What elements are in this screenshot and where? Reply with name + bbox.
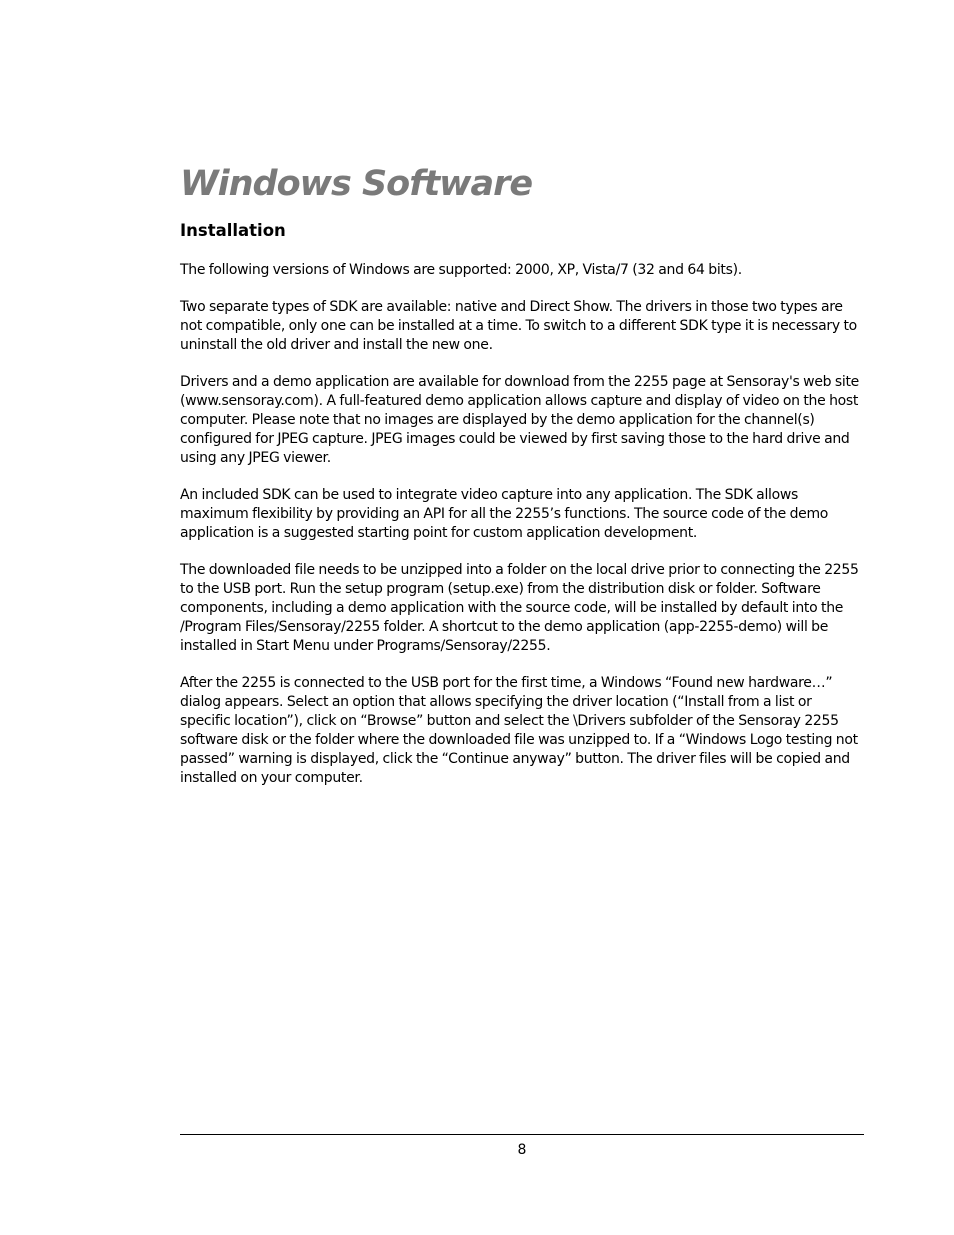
page-number: 8 — [517, 1142, 527, 1158]
paragraph-sdk-types: Two separate types of SDK are available: native and Direct Show. The drivers in those two types are not compatible, only one can be installed at a time. To switch to a different SDK type it is necessary to uninstall the old driver and install the new one. — [180, 299, 857, 353]
paragraph-sdk-usage: An included SDK can be used to integrate video capture into any application. The SDK allows maximum flexibility by providing an API for all the 2255’s functions. The source code of the demo application is a suggested starting point for custom application development. — [180, 487, 829, 541]
section-heading-installation: Installation — [180, 221, 286, 240]
paragraph-supported-versions: The following versions of Windows are supported: 2000, XP, Vista/7 (32 and 64 bits). — [180, 262, 742, 278]
page-title: Windows Software — [180, 164, 533, 204]
paragraph-drivers-demo: Drivers and a demo application are available for download from the 2255 page at Sensoray's web site (www.sensoray.com). A full-featured demo application allows capture and display of video on the host computer. Please note that no images are displayed by the demo application for the channel(s) configured for JPEG capture. JPEG images could be viewed by first saving those to the hard drive and using any JPEG viewer. — [180, 374, 859, 466]
footer-divider — [180, 1134, 864, 1135]
paragraph-setup-install: The downloaded file needs to be unzipped into a folder on the local drive prior to connecting the 2255 to the USB port. Run the setup program (setup.exe) from the distribution disk or folder. Software components, including a demo application with the source code, will be installed by default into the /Program Files/Sensoray/2255 folder. A shortcut to the demo application (app-2255-demo) will be installed in Start Menu under Programs/Sensoray/2255. — [180, 562, 859, 654]
body-text — [180, 261, 864, 806]
paragraph-hardware-dialog: After the 2255 is connected to the USB port for the first time, a Windows “Found new hardware…” dialog appears. Select an option that allows specifying the driver location (“Install from a list or specific location”), click on “Browse” button and select the \Drivers subfolder of the Sensoray 2255 software disk or the folder where the downloaded file was unzipped to. If a “Windows Logo testing not passed” warning is displayed, click the “Continue anyway” button. The driver files will be copied and installed on your computer. — [180, 675, 858, 786]
